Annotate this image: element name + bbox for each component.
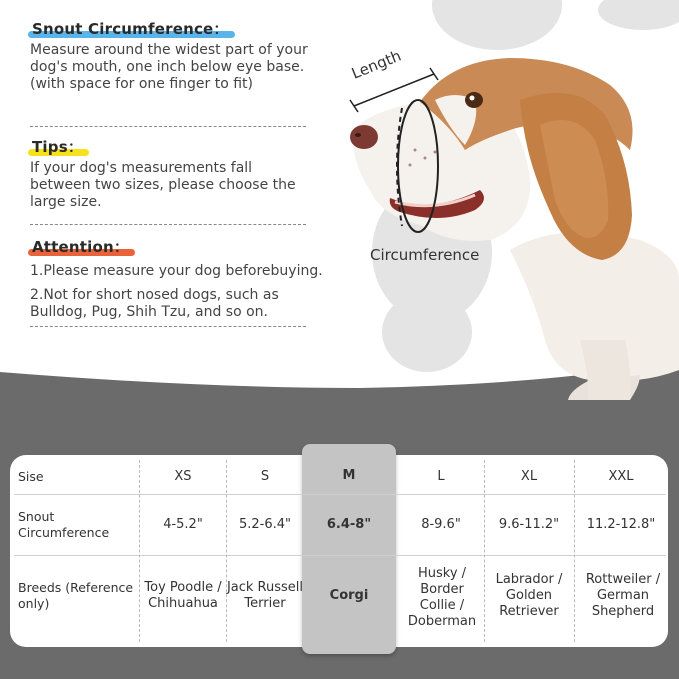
divider xyxy=(30,326,306,327)
breeds-l: Husky / Border Collie / Doberman xyxy=(407,566,477,629)
tips-text: If your dog's measurements fall between two sizes, please choose the large size. xyxy=(30,160,296,210)
tips-section xyxy=(30,136,310,211)
snout-s: 5.2-6.4" xyxy=(238,517,292,532)
snout-heading xyxy=(30,18,231,39)
table-row-divider xyxy=(14,494,666,495)
breeds-xxl: Rottweiler / German Shepherd xyxy=(585,572,661,619)
attention-heading-text: Attention： xyxy=(32,238,130,256)
breeds-s: Jack Russell Terrier xyxy=(226,580,304,611)
breeds-xs: Toy Poodle / Chihuahua xyxy=(144,580,222,611)
attention-item-1: 1.Please measure your dog beforebuying. xyxy=(30,263,323,279)
tips-heading-text: Tips： xyxy=(32,138,84,156)
row-label-size: Sise xyxy=(18,469,44,484)
table-row-divider xyxy=(14,555,666,556)
size-s: S xyxy=(260,469,270,484)
size-l: L xyxy=(437,469,445,484)
snout-xl: 9.6-11.2" xyxy=(498,517,560,532)
size-xl: XL xyxy=(520,469,538,484)
snout-l: 8-9.6" xyxy=(421,517,461,532)
divider xyxy=(30,224,306,225)
attention-item-2: 2.Not for short nosed dogs, such as Bulldog, Pug, Shih Tzu, and so on. xyxy=(30,287,279,320)
size-xxl: XXL xyxy=(608,469,634,484)
size-m: M xyxy=(342,468,356,483)
snout-text: Measure around the widest part of your dog's mouth, one inch below eye base. (with space for one finger to fit) xyxy=(30,42,308,92)
circumference-label: Circumference xyxy=(370,246,480,264)
length-label: Length xyxy=(349,46,404,83)
snout-xs: 4-5.2" xyxy=(163,517,203,532)
snout-xxl: 11.2-12.8" xyxy=(586,517,656,532)
row-label-snout: Snout Circumference xyxy=(18,509,110,540)
snout-heading-text: Snout Circumference： xyxy=(32,20,229,38)
breeds-xl: Labrador / Golden Retriever xyxy=(495,572,563,619)
tips-heading xyxy=(30,136,85,157)
snout-section xyxy=(30,18,310,93)
attention-section xyxy=(30,236,330,321)
snout-m: 6.4-8" xyxy=(326,517,372,532)
attention-heading xyxy=(30,236,131,257)
row-label-breeds: Breeds (Reference only) xyxy=(18,580,134,611)
size-xs: XS xyxy=(174,469,192,484)
divider xyxy=(30,126,306,127)
breeds-m: Corgi xyxy=(329,588,369,603)
